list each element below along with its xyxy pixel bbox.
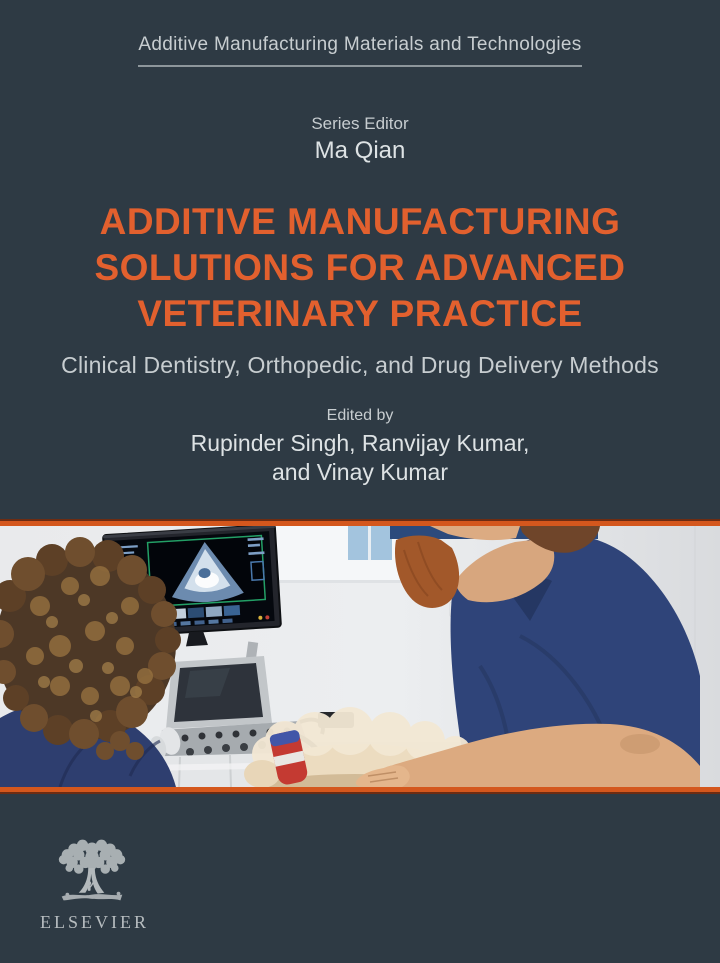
book-title-line-2: SOLUTIONS FOR ADVANCED (94, 247, 626, 288)
editors-names (0, 429, 720, 487)
tree-trunk (79, 868, 105, 894)
book-title-line-1: ADDITIVE MANUFACTURING (99, 201, 621, 242)
editors-line-2: and Vinay Kumar (271, 459, 448, 485)
ground (62, 892, 123, 901)
edited-by-label: Edited by (326, 407, 394, 424)
book-title (0, 199, 720, 337)
editors-line-1: Rupinder Singh, Ranvijay Kumar, (190, 430, 530, 456)
elsevier-wordmark: ELSEVIER (40, 912, 149, 932)
cover-photo (0, 526, 720, 787)
cover-photo-band (0, 519, 720, 794)
series-underline-rule (138, 65, 582, 67)
series-editor-label: Series Editor (311, 114, 409, 133)
dog-paw (244, 760, 280, 787)
series-title: Additive Manufacturing Materials and Technologies (138, 34, 582, 55)
photo-bottom-stripe (0, 787, 720, 794)
photo-top-stripe (0, 519, 720, 526)
publisher-logo (40, 834, 149, 933)
series-editor-name: Ma Qian (314, 137, 406, 164)
book-title-line-3: VETERINARY PRACTICE (137, 293, 583, 334)
elsevier-tree-icon (42, 834, 142, 906)
book-subtitle: Clinical Dentistry, Orthopedic, and Drug Delivery Methods (61, 352, 659, 378)
